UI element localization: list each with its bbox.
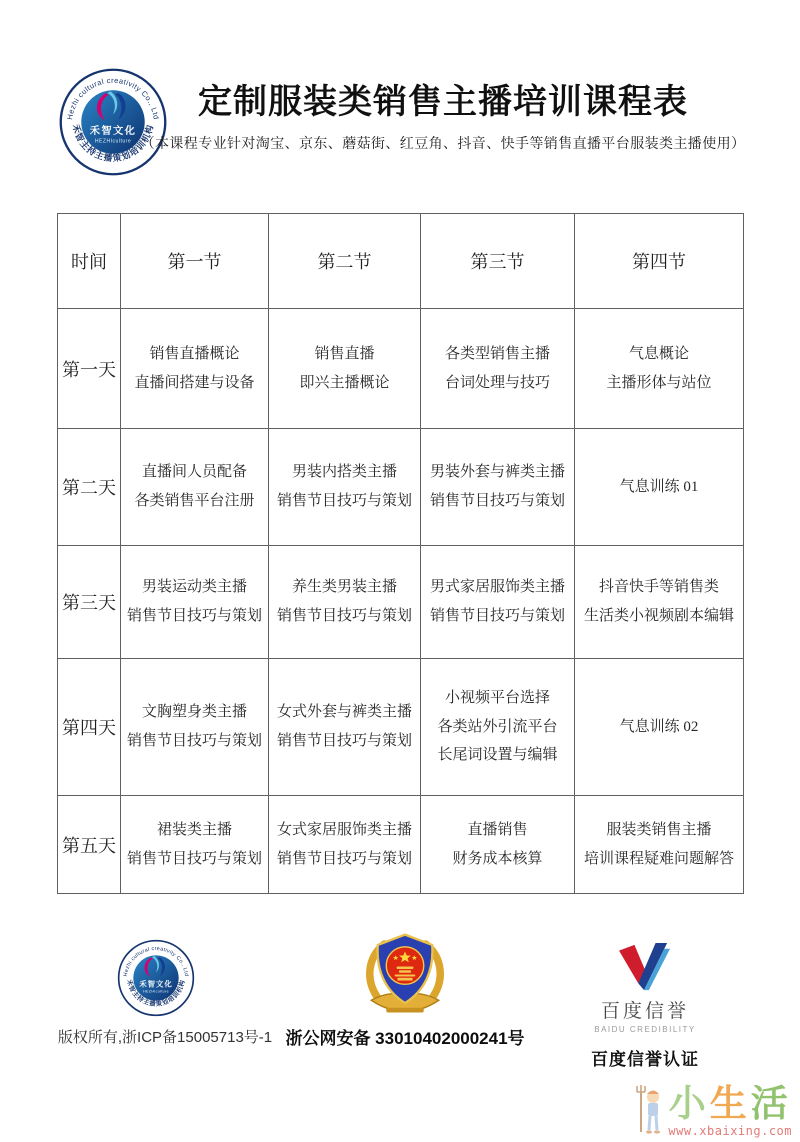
lesson-line: 即兴主播概论: [299, 374, 390, 391]
column-header-1: 第一节: [121, 214, 269, 309]
site-watermark: [636, 1082, 792, 1138]
lesson-cell: [421, 309, 575, 429]
lesson-line: 男装外套与裤类主播: [429, 464, 565, 481]
baidu-credibility-name: 百度信誉: [600, 1001, 689, 1022]
hezhi-logo-footer-icon: [116, 938, 196, 1018]
lesson-line: 抖音快手等销售类: [598, 579, 719, 596]
lesson-cell: [121, 546, 269, 659]
lesson-cell: [575, 796, 744, 894]
lesson-cell: [121, 796, 269, 894]
lesson-cell: [269, 309, 421, 429]
day-label: 第五天: [58, 796, 121, 894]
lesson-line: 销售节目技巧与策划: [276, 733, 412, 749]
lesson-line: 销售节目技巧与策划: [276, 608, 412, 624]
lesson-line: 台词处理与技巧: [444, 374, 550, 391]
baidu-credibility-en: BAIDU CREDIBILITY: [594, 1025, 696, 1034]
lesson-line: 销售节目技巧与策划: [276, 850, 412, 867]
day-label: 第二天: [58, 429, 121, 546]
baidu-certification-text: 百度信誉认证: [591, 1050, 699, 1069]
lesson-line: 销售节目技巧与策划: [126, 850, 262, 867]
lesson-line: 服装类销售主播: [606, 821, 712, 838]
lesson-cell: [575, 659, 744, 796]
lesson-line: 文胸塑身类主播: [141, 704, 247, 721]
lesson-cell: [575, 546, 744, 659]
public-security-filing-text: 浙公网安备 33010402000241号: [285, 1029, 525, 1048]
lesson-line: 裙装类主播: [156, 821, 232, 838]
table-row: [58, 309, 744, 429]
page-title: 定制服装类销售主播培训课程表: [198, 84, 688, 121]
lesson-line: 生活类小视频剧本编辑: [583, 608, 734, 624]
title-block: [140, 84, 746, 153]
lesson-cell: [121, 429, 269, 546]
lesson-line: 气息概论: [628, 345, 689, 362]
lesson-line: 销售节目技巧与策划: [429, 608, 565, 624]
column-header-4: 第四节: [575, 214, 744, 309]
lesson-cell: [575, 429, 744, 546]
lesson-line: 销售直播概论: [149, 345, 240, 362]
lesson-line: 男装内搭类主播: [291, 464, 397, 481]
column-header-0: 时间: [58, 214, 121, 309]
lesson-line: 培训课程疑难问题解答: [583, 850, 734, 867]
table-row: [58, 429, 744, 546]
lesson-line: 主播形体与站位: [606, 374, 712, 391]
watermark-site-url: www.xbaixing.com: [668, 1124, 792, 1138]
farmer-cartoon-icon: [636, 1082, 666, 1138]
lesson-line: 销售节目技巧与策划: [126, 733, 262, 749]
lesson-line: 长尾词设置与编辑: [437, 747, 558, 764]
lesson-line: 销售节目技巧与策划: [126, 608, 262, 624]
lesson-cell: [269, 546, 421, 659]
lesson-cell: [421, 546, 575, 659]
lesson-line: 销售节目技巧与策划: [429, 493, 565, 509]
police-emblem-icon: [358, 929, 452, 1019]
column-header-2: 第二节: [269, 214, 421, 309]
lesson-cell: [421, 796, 575, 894]
lesson-cell: [269, 429, 421, 546]
lesson-cell: [575, 309, 744, 429]
table-row: [58, 796, 744, 894]
lesson-line: 销售直播: [314, 345, 375, 362]
table-row: [58, 546, 744, 659]
page-subtitle: （本课程专业针对淘宝、京东、蘑菇街、红豆角、抖音、快手等销售直播平台服装类主播使用）: [140, 137, 746, 153]
lesson-line: 气息训练 01: [619, 478, 699, 495]
watermark-site-name: 小生活: [668, 1084, 792, 1125]
lesson-cell: [121, 309, 269, 429]
lesson-line: 女式外套与裤类主播: [276, 704, 412, 721]
day-label: 第四天: [58, 659, 121, 796]
lesson-line: 直播间人员配备: [141, 464, 247, 481]
lesson-cell: [421, 429, 575, 546]
lesson-line: 各类销售平台注册: [134, 493, 255, 509]
lesson-line: 女式家居服饰类主播: [276, 821, 412, 838]
lesson-line: 气息训练 02: [619, 718, 699, 735]
lesson-line: 养生类男装主播: [291, 579, 397, 596]
lesson-cell: [121, 659, 269, 796]
column-header-3: 第三节: [421, 214, 575, 309]
lesson-line: 直播间搭建与设备: [134, 374, 255, 391]
lesson-line: 男式家居服饰类主播: [429, 579, 565, 596]
lesson-line: 财务成本核算: [452, 850, 543, 867]
lesson-cell: [421, 659, 575, 796]
lesson-line: 各类型销售主播: [444, 345, 550, 362]
lesson-line: 各类站外引流平台: [437, 718, 558, 735]
baidu-credibility-block: [585, 942, 705, 1070]
day-label: 第一天: [58, 309, 121, 429]
course-table: [57, 213, 744, 894]
lesson-line: 销售节目技巧与策划: [276, 493, 412, 509]
table-row: [58, 659, 744, 796]
lesson-cell: [269, 796, 421, 894]
day-label: 第三天: [58, 546, 121, 659]
lesson-line: 小视频平台选择: [444, 689, 550, 706]
lesson-line: 直播销售: [467, 821, 528, 838]
lesson-line: 男装运动类主播: [141, 579, 247, 596]
icp-registration-text: 版权所有,浙ICP备15005713号-1: [57, 1029, 273, 1046]
lesson-cell: [269, 659, 421, 796]
baidu-credibility-icon: [614, 942, 676, 992]
